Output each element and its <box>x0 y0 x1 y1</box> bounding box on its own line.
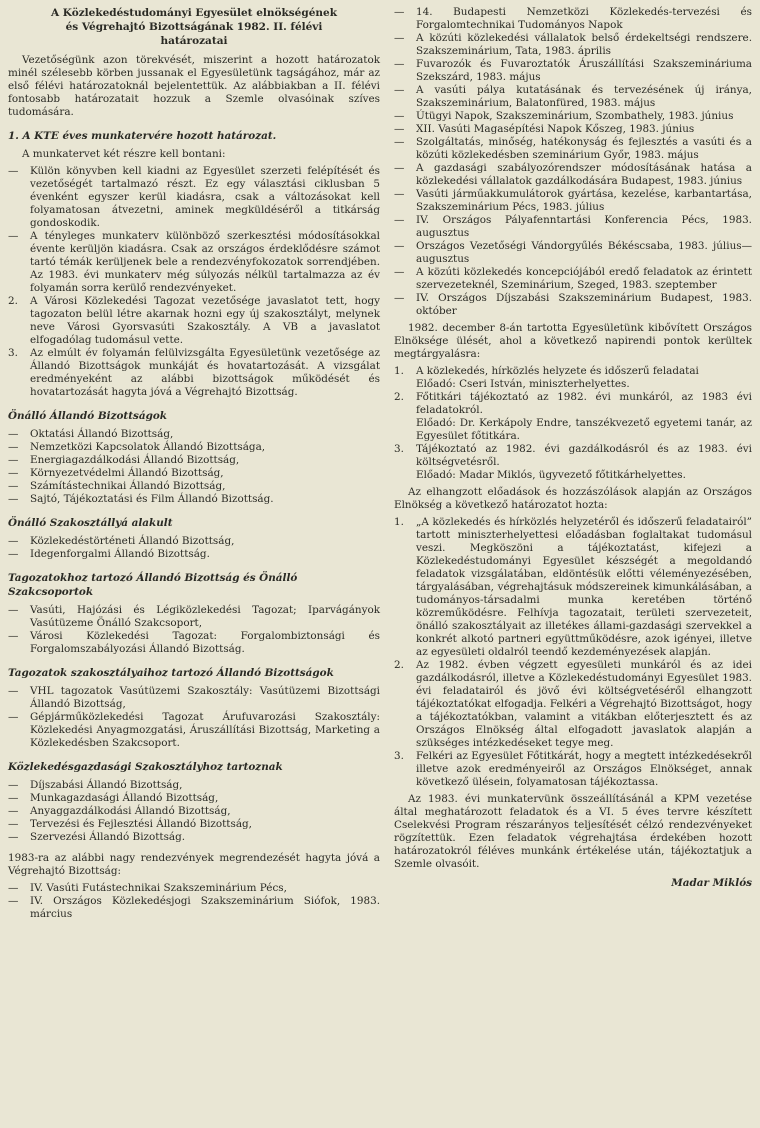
list-marker: — <box>394 240 405 252</box>
list-marker: — <box>394 162 405 174</box>
list-text <box>416 391 752 443</box>
agenda-topic: Tájékoztató az 1982. évi gazdálkodásról és az 1983. évi költségvetésről. <box>416 443 752 468</box>
list-text: Vasúti járműakkumulátorok gyártása, kezelése, karbantartása, Szakszeminárium Pécs, 1983. július <box>416 188 752 213</box>
section-1-list <box>8 165 380 399</box>
list-marker: — <box>8 548 19 560</box>
list-text: Közlekedéstörténeti Állandó Bizottság, <box>30 535 235 547</box>
section-1-heading: 1. A KTE éves munkatervére hozott határozat. <box>8 130 277 142</box>
list-item <box>8 480 380 493</box>
list-text: Külön könyvben kell kiadni az Egyesület szerzeti felépítését és vezetőségét tartalmazó részt. Ez egy választási ciklusban 5 évenként egyszer kerül kiadásra, csak a változásokat kell folyamatosan átvezetni, aminek megküldéséről a titkárság gondoskodik. <box>30 165 380 229</box>
meeting-intro: 1982. december 8-án tartotta Egyesületünk kibővített Országos Elnöksége ülését, ahol a következő napirendi pontok kerültek megtárgyalásra: <box>394 322 752 360</box>
list-marker: — <box>8 165 19 177</box>
list-item <box>394 32 752 58</box>
list-marker: — <box>394 110 405 122</box>
list-item <box>8 831 380 844</box>
list-text: Országos Vezetőségi Vándorgyűlés Békéscsaba, 1983. július—augusztus <box>416 240 752 265</box>
list-marker: — <box>8 480 19 492</box>
list-marker: 3. <box>394 443 404 455</box>
list-marker: — <box>8 792 19 804</box>
agenda-speaker: Előadó: Dr. Kerkápoly Endre, tanszékvezető egyetemi tanár, az Egyesület főtitkára. <box>416 417 752 442</box>
list-marker: — <box>8 441 19 453</box>
list-item <box>8 165 380 230</box>
list-marker: — <box>8 818 19 830</box>
list-item <box>8 441 380 454</box>
list-text: Környezetvédelmi Állandó Bizottság, <box>30 467 224 479</box>
list-marker: 1. <box>394 516 404 528</box>
list-item <box>8 428 380 441</box>
list-item <box>394 750 752 789</box>
list-item <box>394 162 752 188</box>
list-text: A tényleges munkaterv különböző szerkesztési módosításokkal évente kerüljön kiadásra. Csak az országos érdeklődésre számot tartó témák kerüljenek bele a rendezvényfokozatok sorrendjében. Az 1983. évi munkaterv még súlyozás nélkül tartalmazza az év folyamán sorra kerülő rendezvényeket. <box>30 230 380 294</box>
list-text: Anyaggazdálkodási Állandó Bizottság, <box>30 805 231 817</box>
list-text: Útügyi Napok, Szakszeminárium, Szombathely, 1983. június <box>416 110 734 122</box>
list-marker: — <box>8 685 19 697</box>
list-item <box>394 240 752 266</box>
section-1-lead: A munkatervet két részre kell bontani: <box>22 148 226 160</box>
group-heading: Közlekedésgazdasági Szakosztályhoz tartoznak <box>8 761 283 773</box>
list-item <box>394 365 752 391</box>
list-text: Vasúti, Hajózási és Légiközlekedési Tagozat; Iparvágányok Vasútüzeme Önálló Szakcsoport, <box>30 604 380 629</box>
list-marker: — <box>8 779 19 791</box>
list-marker: — <box>8 428 19 440</box>
list-item <box>8 895 380 921</box>
list-marker: — <box>8 711 19 723</box>
list-marker: — <box>8 230 19 242</box>
list-item <box>8 685 380 711</box>
list-item <box>394 58 752 84</box>
list-item <box>8 493 380 506</box>
agenda-speaker: Előadó: Madar Miklós, ügyvezető főtitkárhelyettes. <box>416 469 686 481</box>
list-item <box>8 604 380 630</box>
group-list <box>8 535 380 561</box>
list-marker: — <box>394 32 405 44</box>
group-heading: Önálló Állandó Bizottságok <box>8 410 167 422</box>
list-text: Gépjárműközlekedési Tagozat Árufuvarozási Szakosztály: Közlekedési Anyagmozgatási, Áruszállítási Bizottság, Marketing a Közlekedésben Szakcsoport. <box>30 711 380 749</box>
list-text: „A közlekedés és hírközlés helyzetéről és időszerű feladatairól” tartott miniszterhelyettesi előadásban foglaltakat tudomásul veszi. Megköszöni a tájékoztatást, kifejezi a Közlekedéstudományi Egyesület készségét a megoldandó feladatok vizsgálatában, eldöntésük előtti véleményezésében, tárgyalásában, végrehajtásuk módszereinek kimunkálásában, a tudományos-társadalmi munka keretében történő közreműködésre. Felhívja tagozatait, területi szervezeteit, önálló szakosztályait az illetékes állami-gazdasági szervekkel a konkrét alkotó partneri együttműködésre, azok igényei, illetve az egyesületi oldalról teendő kezdeményezések alapján. <box>416 516 752 658</box>
list-marker: 3. <box>394 750 404 762</box>
list-item <box>8 454 380 467</box>
events-list-right <box>394 6 752 318</box>
list-marker: — <box>8 831 19 843</box>
list-item <box>394 123 752 136</box>
list-marker: 2. <box>394 391 404 403</box>
list-marker: — <box>394 58 405 70</box>
list-text: Számítástechnikai Állandó Bizottság, <box>30 480 226 492</box>
author-signature: Madar Miklós <box>671 877 752 889</box>
events-lead: 1983-ra az alábbi nagy rendezvények megrendezését hagyta jóvá a Végrehajtó Bizottság: <box>8 852 380 877</box>
group-list <box>8 604 380 656</box>
group-list <box>8 685 380 750</box>
list-marker: 3. <box>8 347 18 359</box>
list-text: IV. Vasúti Futástechnikai Szakszeminárium Pécs, <box>30 882 287 894</box>
agenda-list <box>394 365 752 482</box>
list-item <box>8 467 380 480</box>
group-heading: Tagozatokhoz tartozó Állandó Bizottság és Önálló Szakcsoportok <box>8 572 298 598</box>
agenda-topic: A közlekedés, hírközlés helyzete és időszerű feladatai <box>416 365 699 377</box>
list-marker: — <box>394 136 405 148</box>
list-marker: — <box>394 6 405 18</box>
list-text: XII. Vasúti Magasépítési Napok Kőszeg, 1983. június <box>416 123 695 135</box>
list-item <box>8 882 380 895</box>
article-title <box>8 6 380 48</box>
list-text: Az elmúlt év folyamán felülvizsgálta Egyesületünk vezetősége az Állandó Bizottságok munkáját és hovatartozását. A vizsgálat eredményeként az alábbi bizottságok működését és hovatartozását hagyta jóvá a Végrehajtó Bizottság. <box>30 347 380 398</box>
agenda-speaker: Előadó: Cseri István, miniszterhelyettes. <box>416 378 630 390</box>
list-marker: — <box>8 604 19 616</box>
list-marker: 1. <box>394 365 404 377</box>
list-text: Nemzetközi Kapcsolatok Állandó Bizottsága, <box>30 441 266 453</box>
list-item <box>394 84 752 110</box>
list-marker: — <box>394 214 405 226</box>
list-marker: 2. <box>8 295 18 307</box>
list-text: Sajtó, Tájékoztatási és Film Állandó Bizottság. <box>30 493 274 505</box>
list-item <box>8 295 380 347</box>
list-marker: 2. <box>394 659 404 671</box>
list-item <box>8 779 380 792</box>
events-list-left <box>8 882 380 921</box>
list-text: Oktatási Állandó Bizottság, <box>30 428 174 440</box>
list-text: Szolgáltatás, minőség, hatékonyság és fejlesztés a vasúti és a közúti közlekedésben szeminárium Győr, 1983. május <box>416 136 752 161</box>
list-text: Energiagazdálkodási Állandó Bizottság, <box>30 454 240 466</box>
list-item <box>394 6 752 32</box>
list-text: Idegenforgalmi Állandó Bizottság. <box>30 548 210 560</box>
list-item <box>8 711 380 750</box>
list-text: IV. Országos Díjszabási Szakszeminárium Budapest, 1983. október <box>416 292 752 317</box>
list-marker: — <box>8 493 19 505</box>
intro-paragraph: Vezetőségünk azon törekvését, miszerint a hozott határozatok minél szélesebb körben jussanak el Egyesületünk tagságához, már az első félévi határozatoknál bejelentettük. Az alábbiakban a II. félévi fontosabb határozatait hozzuk a Szemle olvasóinak szíves tudomására. <box>8 54 380 118</box>
title-line-3: határozatai <box>160 35 228 47</box>
list-item <box>394 214 752 240</box>
list-text: Szervezési Állandó Bizottság. <box>30 831 186 843</box>
list-text: Tervezési és Fejlesztési Állandó Bizottság, <box>30 818 252 830</box>
list-text: 14. Budapesti Nemzetközi Közlekedés-tervezési és Forgalomtechnikai Tudományos Napok <box>416 6 752 31</box>
list-text: Munkagazdasági Állandó Bizottság, <box>30 792 219 804</box>
list-item <box>394 659 752 750</box>
title-line-1: A Közlekedéstudományi Egyesület elnökségének <box>51 7 337 19</box>
resolution-intro: Az elhangzott előadások és hozzászólások alapján az Országos Elnökség a következő határozatot hozta: <box>394 486 752 511</box>
list-marker: — <box>8 454 19 466</box>
list-text: A gazdasági szabályozórendszer módosításának hatása a közlekedési vállalatok gazdálkodására Budapest, 1983. június <box>416 162 752 187</box>
list-item <box>8 818 380 831</box>
list-marker: — <box>394 266 405 278</box>
list-marker: — <box>8 895 19 907</box>
list-item <box>394 110 752 123</box>
list-item <box>8 630 380 656</box>
list-marker: — <box>394 292 405 304</box>
list-item <box>8 792 380 805</box>
list-marker: — <box>8 882 19 894</box>
list-text: A közúti közlekedés koncepciójából eredő feladatok az érintett szervezeteknél, Szeminárium, Szeged, 1983. szeptember <box>416 266 752 291</box>
group-list <box>8 428 380 506</box>
list-item <box>394 188 752 214</box>
list-marker: — <box>8 630 19 642</box>
list-item <box>8 230 380 295</box>
list-text: A vasúti pálya kutatásának és tervezésének új iránya, Szakszeminárium, Balatonfüred, 1983. május <box>416 84 752 109</box>
list-item <box>8 805 380 818</box>
list-text: A Városi Közlekedési Tagozat vezetősége javaslatot tett, hogy tagozaton belül létre akarnak hozni egy új szakosztályt, melynek neve Városi Gyorsvasúti Szakosztály. A VB a javaslatot elfogadólag tudomásul vette. <box>30 295 380 346</box>
list-item <box>8 535 380 548</box>
list-marker: — <box>394 123 405 135</box>
list-marker: — <box>8 535 19 547</box>
group-list <box>8 779 380 844</box>
list-text <box>416 365 752 391</box>
closing-paragraph: Az 1983. évi munkatervünk összeállításánál a KPM vezetése által meghatározott feladatok és a VI. 5 éves tervre készített Cselekvési Program részarányos teljesítését célzó rendezvényeket rögzítettük. Ezen feladatok végrehajtása érdekében hozott határozatokról féléves munkánk értékelése után, tájékoztatjuk a Szemle olvasóit. <box>394 793 752 870</box>
list-text: Városi Közlekedési Tagozat: Forgalombiztonsági és Forgalomszabályozási Állandó Bizottság. <box>30 630 380 655</box>
resolution-list <box>394 516 752 789</box>
list-item <box>394 292 752 318</box>
group-heading: Tagozatok szakosztályaihoz tartozó Állandó Bizottságok <box>8 667 334 679</box>
list-item <box>394 136 752 162</box>
left-column <box>8 6 380 925</box>
list-text: Díjszabási Állandó Bizottság, <box>30 779 183 791</box>
title-line-2: és Végrehajtó Bizottságának 1982. II. félévi <box>65 21 323 33</box>
list-item <box>8 548 380 561</box>
list-text: A közúti közlekedési vállalatok belső érdekeltségi rendszere. Szakszeminárium, Tata, 1983. április <box>416 32 752 57</box>
group-heading: Önálló Szakosztállyá alakult <box>8 517 173 529</box>
list-marker: — <box>394 84 405 96</box>
list-marker: — <box>394 188 405 200</box>
list-item <box>394 391 752 443</box>
list-item <box>394 516 752 659</box>
list-item <box>394 443 752 482</box>
list-item <box>8 347 380 399</box>
list-marker: — <box>8 467 19 479</box>
list-text: IV. Országos Közlekedésjogi Szakszeminárium Siófok, 1983. március <box>30 895 380 920</box>
list-text: VHL tagozatok Vasútüzemi Szakosztály: Vasútüzemi Bizottsági Állandó Bizottság, <box>30 685 380 710</box>
list-text <box>416 443 752 482</box>
list-item <box>394 266 752 292</box>
list-text: IV. Országos Pályafenntartási Konferencia Pécs, 1983. augusztus <box>416 214 752 239</box>
list-text: Fuvarozók és Fuvaroztatók Áruszállítási Szakszemináriuma Szekszárd, 1983. május <box>416 58 752 83</box>
list-marker: — <box>8 805 19 817</box>
list-text: Felkéri az Egyesület Főtitkárát, hogy a megtett intézkedésekről illetve azok eredményeiről az Országos Elnökséget, annak következő ülésein, folyamatosan tájékoztassa. <box>416 750 752 788</box>
right-column <box>394 6 752 889</box>
agenda-topic: Főtitkári tájékoztató az 1982. évi munkáról, az 1983 évi feladatokról. <box>416 391 752 416</box>
list-text: Az 1982. évben végzett egyesületi munkáról és az idei gazdálkodásról, illetve a Közlekedéstudományi Egyesület 1983. évi feladatairól és jövő évi költségvetéséről elhangzott tájékoztatókat elfogadja. Felkéri a Végrehajtó Bizottságot, hogy a tájékoztatókban, valamint a vitákban előterjesztett és az Országos Elnökség által elfogadott javaslatok alapján a szükséges intézkedéseket tegye meg. <box>416 659 752 749</box>
